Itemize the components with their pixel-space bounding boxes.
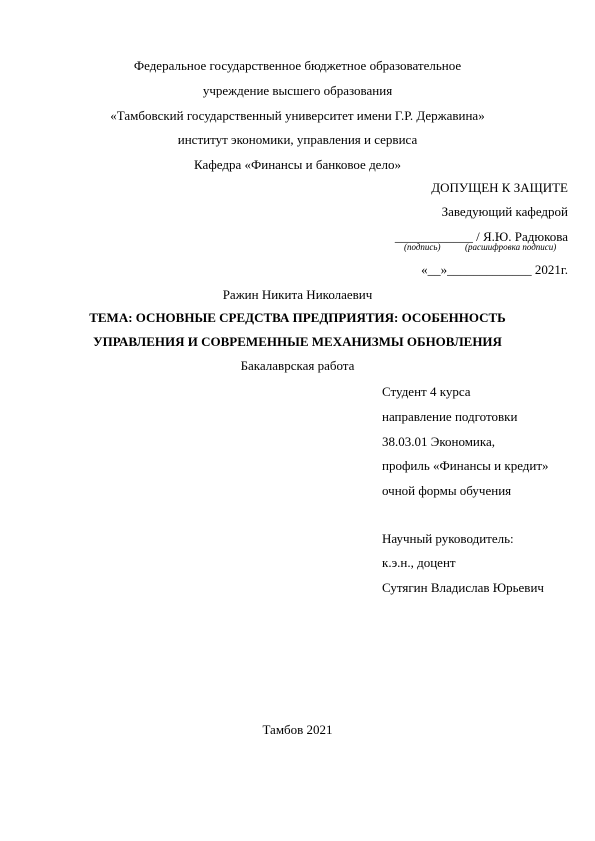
approval-role: Заведующий кафедрой	[441, 204, 568, 219]
city-year: Тамбов 2021	[262, 722, 333, 737]
student-course: Студент 4 курса	[382, 384, 471, 399]
study-direction-label: направление подготовки	[382, 409, 518, 424]
work-type: Бакалаврская работа	[240, 358, 355, 373]
supervisor-label: Научный руководитель:	[382, 531, 514, 546]
supervisor-degree: к.э.н., доцент	[382, 555, 456, 570]
approval-title: ДОПУЩЕН К ЗАЩИТЕ	[431, 180, 568, 195]
supervisor-name: Сутягин Владислав Юрьевич	[382, 580, 544, 595]
university-name: «Тамбовский государственный университет имени Г.Р. Державина»	[110, 108, 485, 123]
study-form: очной формы обучения	[382, 483, 512, 498]
institution-type-line: учреждение высшего образования	[202, 83, 393, 98]
study-profile: профиль «Финансы и кредит»	[382, 458, 549, 473]
author-name: Ражин Никита Николаевич	[222, 287, 373, 302]
signature-hint: (подпись)	[404, 242, 441, 252]
topic-line-1: ТЕМА: ОСНОВНЫЕ СРЕДСТВА ПРЕДПРИЯТИЯ: ОСОБЕННОСТЬ	[89, 310, 506, 325]
approval-date-line: «__»_____________ 2021г.	[421, 262, 568, 277]
decode-hint: (расшифровка подписи)	[465, 242, 557, 252]
department-name: Кафедра «Финансы и банковое дело»	[194, 157, 401, 172]
signature-line: ____________ / Я.Ю. Радюкова	[394, 229, 568, 244]
institute-name: институт экономики, управления и сервиса	[177, 132, 418, 147]
ministry-line: Федеральное государственное бюджетное образовательное	[133, 58, 462, 73]
study-direction-code: 38.03.01 Экономика,	[382, 434, 496, 449]
topic-line-2: УПРАВЛЕНИЯ И СОВРЕМЕННЫЕ МЕХАНИЗМЫ ОБНОВЛЕНИЯ	[93, 334, 502, 349]
